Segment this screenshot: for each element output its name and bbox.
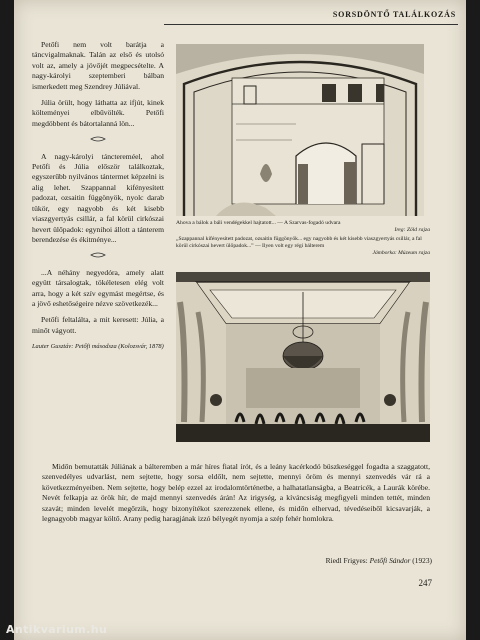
ornament-icon	[32, 135, 164, 145]
left-paragraph: A nagy-károlyi tánctereméel, ahol Petőfi és Júlia először találkoztak, egyszerűbb nyilvános tántermet képzelni is alig lehet. Szappannal kifényesített padozat, ozsaitin függönyök, nyolc darab tükör, egy nagyobb és két kisebb viaszgyertyás csillár, a fal körül cirkószai hevert ülőpadok: egynihoi állott a tánterem berendezése és ékitménye...	[32, 151, 164, 244]
top-figure-caption	[176, 220, 430, 234]
main-paragraph: Midőn bemutatták Júliának a bálteremben a már híres fiatal írót, és a leány kacérkodó büszkeséggel fogadta a szaggatott, szenvedélyes udvarlást, nem sejtette, hogy sorsa eldőlt, nem sejtette, mennyi öröm és mennyi szenvedés vár rá a következményeiben. Nem sejtette, hogy belép ezzel az irodalomtörténetbe, a halhatatlanságba, a Beatricék, a Laurák körébe. Nevét felkapja az örök hír, de majd mennyi szenvedés árán! Az irigység, a kíváncsiság megfigyeli minden tettét, minden szavát; minden levelét megőrzik, hogy bizonyítékot szerezzenek ellene, és midőn elhervad, tévedéseiből kicsavarják, a legnagyobb magyar költő. Arany pedig haragjának izzó bélyegét nyomja a szép fehér homlokra.	[42, 462, 430, 524]
attribution-title: Petőfi Sándor	[369, 556, 411, 565]
ornament-icon	[32, 251, 164, 261]
main-attribution	[326, 556, 432, 565]
book-page	[14, 0, 466, 640]
left-paragraph: ...A néhány negyedóra, amely alatt együtt társalogtak, tökéletesen elég volt arra, hogy a két szív egymást megértse, és a jövő eshetőségeire nézve szövetkezék...	[32, 267, 164, 308]
left-paragraph: Petőfi feltalálta, a mit keresett: Júlia, a minőt vágyott.	[32, 315, 164, 335]
caption-credit: Ireg: Zöld rajza	[394, 227, 430, 234]
page-number: 247	[418, 578, 432, 588]
main-text-block	[42, 462, 430, 524]
caption-text: „Szappannal kifényesített padozat, ozsaitin függönyök... egy nagyobb és két kisebb viaszgyertyás csillár, a fal körül cirkószai hevert ülőpadok...” — Ilyen volt egy régi bálterem	[176, 236, 422, 250]
bottom-figure-caption	[176, 236, 430, 258]
attribution-author: Riedl Frigyes:	[325, 556, 370, 565]
left-paragraph: Petőfi nem volt barátja a táncvigalmaknak. Talán az első és utolsó volt az, amely a jövőjét megpecsételte. A nagy-károlyi szeptemberi bálban ismerkedett meg Szendrey Júliával.	[32, 40, 164, 91]
left-attribution: Lauter Gusztáv: Petőfi másodsza (Kolozsvár, 1878)	[32, 343, 164, 351]
running-head: SORSDÖNTŐ TALÁLKOZÁS	[332, 10, 456, 19]
courtyard-illustration	[176, 44, 424, 216]
caption-text: Ahova a bálok a báli vendégekkel hajtatott... — A Szarvas-fogadó udvara	[176, 220, 341, 226]
ballroom-illustration	[176, 272, 430, 442]
left-paragraph: Júlia örült, hogy láthatta az ifjút, kinek költeményei elbűvölték. Petőfi megdöbbent és bátortalanná lön...	[32, 98, 164, 128]
caption-credit: Jámborka: Múzeum rajza	[372, 250, 430, 257]
attribution-year: (1923)	[410, 556, 432, 565]
header-rule	[164, 24, 458, 25]
left-column	[32, 40, 164, 353]
watermark-logo: Antikvarium.hu	[6, 623, 108, 636]
